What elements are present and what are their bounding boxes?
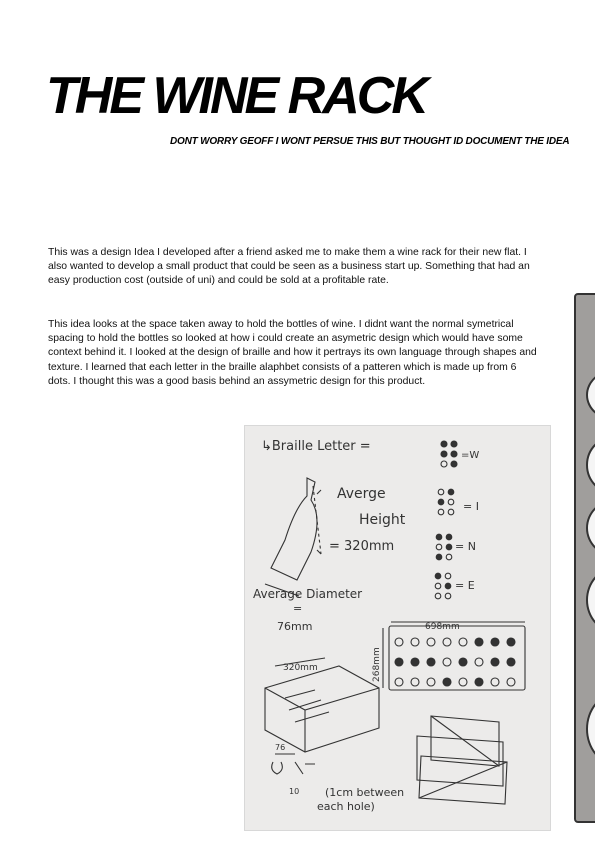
wine-rack-preview xyxy=(574,293,595,823)
rack-hole xyxy=(586,369,595,421)
height-label: Averge xyxy=(337,486,386,502)
diameter-equals: = xyxy=(293,602,303,615)
page-subtitle: DONT WORRY GEOFF I WONT PERSUE THIS BUT THOUGHT ID DOCUMENT THE IDEA xyxy=(170,136,570,147)
sketch-drawing xyxy=(245,426,550,830)
rack-panel-sketch xyxy=(389,626,525,690)
note-line-2: each hole) xyxy=(317,800,375,813)
braille-dots-w xyxy=(441,441,457,467)
braille-dots-e xyxy=(435,573,451,599)
rack-hole xyxy=(586,567,595,633)
intro-paragraph: This was a design Idea I developed after a friend asked me to make them a wine rack for their new flat. I also wanted to develop a small product that could be seen as a business start up. Something that had an easy production cost (outside of uni) and could be sold at a profitable rate. xyxy=(48,247,530,287)
panel-holes xyxy=(395,638,515,686)
panel-width-dim: 698mm xyxy=(425,622,460,632)
page-title: THE WINE RACK xyxy=(46,67,426,125)
rack-hole xyxy=(586,499,595,557)
note-line-1: (1cm between xyxy=(325,786,405,799)
box-dim: 320mm xyxy=(283,663,318,673)
design-sketch-photo xyxy=(244,425,551,831)
stacked-frames-sketch xyxy=(417,716,507,804)
rack-hole xyxy=(586,435,595,495)
bottle-sketch xyxy=(271,478,317,580)
hole-dimension-sketch xyxy=(272,754,315,774)
height-label-2: Height xyxy=(359,512,406,528)
braille-dots-n xyxy=(436,534,452,560)
diameter-label: Average Diameter xyxy=(253,587,363,601)
letter-n: = N xyxy=(455,540,476,553)
height-value: = 320mm xyxy=(329,539,395,554)
letter-i: = I xyxy=(463,500,479,513)
rack-hole xyxy=(586,693,595,765)
diameter-value: 76mm xyxy=(277,620,313,633)
ten-label: 10 xyxy=(289,787,300,796)
letter-w: =W xyxy=(461,450,480,461)
braille-dots-i xyxy=(438,489,454,515)
panel-height-dim: 268mm xyxy=(372,647,382,682)
braille-heading: ↳Braille Letter = xyxy=(261,439,371,454)
concept-paragraph: This idea looks at the space taken away to hold the bottles of wine. I didnt want the normal symetrical spacing to hold the bottles so looked at how i could create an asymetric design which would have some context behind it. I looked at the design of braille and how it pertrays its own language through shapes and texture. I learned that each letter in the braille alaphbet consists of a patteren which is made up from 6 dots. I thought this was a good basis behind an assymetric design for this product. xyxy=(48,319,537,387)
letter-e: = E xyxy=(455,579,475,592)
hole-dim-label: 76 xyxy=(275,743,286,752)
box-sketch xyxy=(265,666,379,752)
